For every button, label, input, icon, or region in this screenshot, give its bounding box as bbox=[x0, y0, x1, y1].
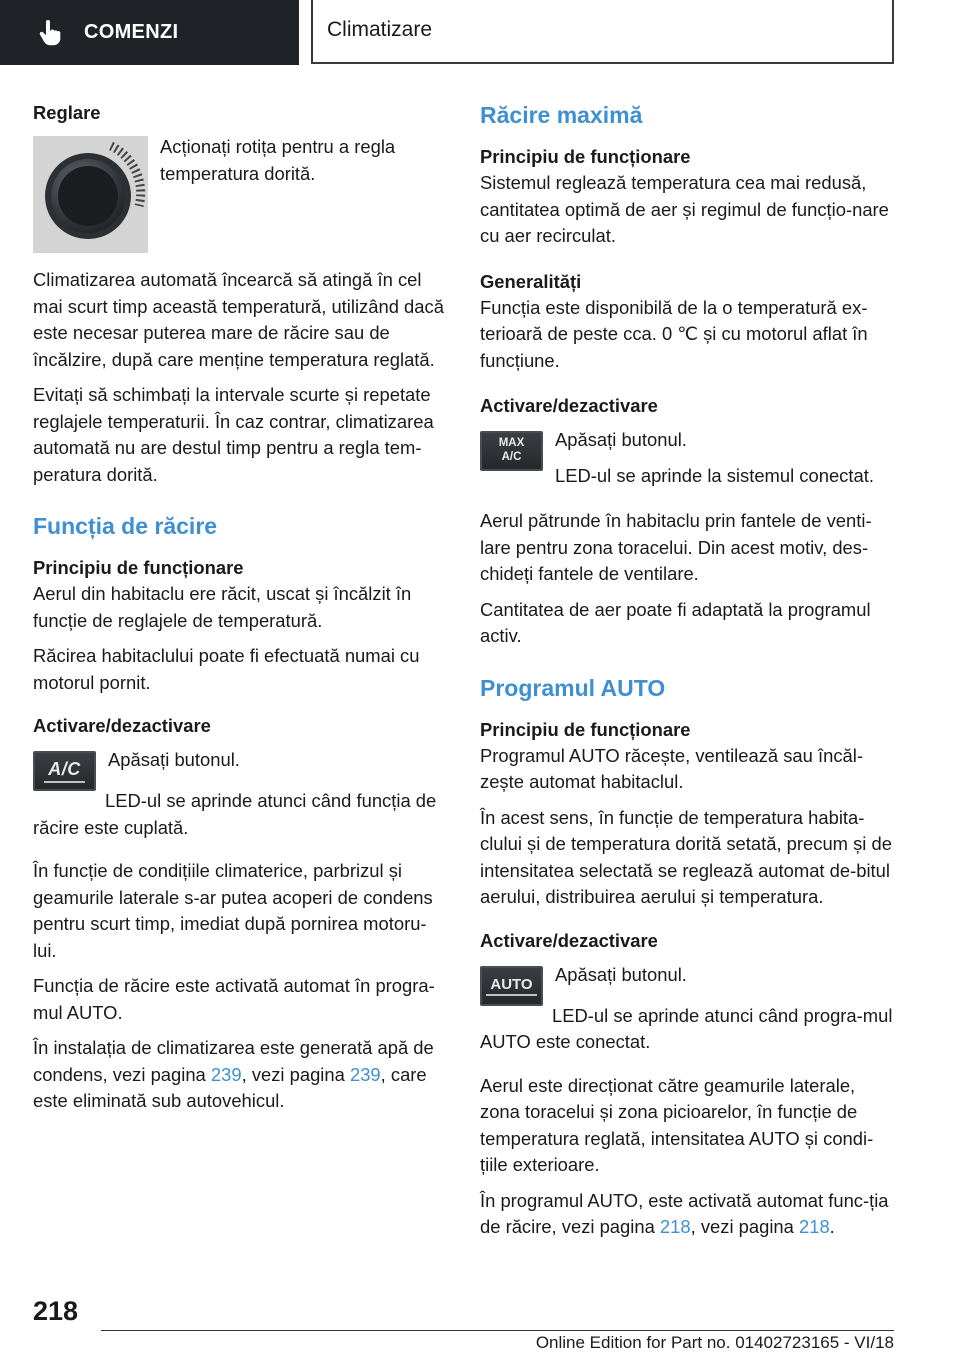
max-section-title: Răcire maximă bbox=[480, 102, 643, 128]
page-link-218-a[interactable]: 218 bbox=[659, 1216, 691, 1237]
auto-paragraph-3: Aerul este direcționat către geamurile laterale, zona toracelui și zona picioarelor, în funcție de temperatura reglată, intensitatea AUTO și condi‐țiile exterioare. bbox=[480, 1074, 874, 1175]
max-activare-heading: Activare/dezactivare bbox=[480, 395, 658, 416]
section-title: Climatizare bbox=[327, 18, 433, 41]
max-paragraph-4: Cantitatea de aer poate fi adaptată la programul activ. bbox=[480, 598, 871, 646]
racire-paragraph-2: Răcirea habitaclului poate fi efectuată numai cu motorul pornit. bbox=[33, 645, 420, 693]
max-button-line1: MAX bbox=[498, 437, 525, 449]
max-ac-button[interactable] bbox=[480, 431, 543, 471]
racire-p5-text-a: În instalația de climatizarea este generată apă de condens, vezi pagina bbox=[33, 1037, 434, 1085]
auto-button[interactable] bbox=[480, 966, 543, 1006]
temperature-knob-icon bbox=[33, 136, 148, 253]
reglare-paragraph-2: Evitați să schimbați la intervale scurte și repetate reglajele temperaturii. În caz contrar, climatizarea automată nu are destul timp pentru a regla tem‐peratura dorită. bbox=[33, 384, 434, 485]
racire-paragraph-3: În funcție de condițiile climaterice, parbrizul și geamurile laterale s-ar putea acoperi de condens pentru scurt timp, imediat după pornirea motoru‐lui. bbox=[33, 860, 433, 961]
max-button-row bbox=[480, 431, 895, 498]
racire-principiu-heading: Principiu de funcționare bbox=[33, 557, 244, 578]
section-header bbox=[311, 0, 894, 64]
page-number: 218 bbox=[33, 1296, 79, 1326]
ac-press-text: Apăsați butonul. bbox=[108, 749, 240, 770]
footer-divider bbox=[101, 1330, 894, 1331]
chapter-tab-label: COMENZI bbox=[84, 21, 179, 43]
max-paragraph-1: Sistemul reglează temperatura cea mai redusă, cantitatea optimă de aer și regimul de funcțio‐nare cu aer recirculat. bbox=[480, 172, 889, 246]
auto-paragraph-4 bbox=[480, 1188, 895, 1241]
max-general-heading: Generalități bbox=[480, 270, 582, 292]
auto-activare-heading: Activare/dezactivare bbox=[480, 929, 658, 951]
page-link-239-a[interactable]: 239 bbox=[210, 1063, 242, 1085]
auto-p4-text-a: În programul AUTO, este activată automat func‐ția de răcire, vezi pagina bbox=[480, 1189, 889, 1237]
max-press-text: Apăsați butonul. bbox=[555, 429, 687, 450]
auto-p4-text-b: , vezi pagina bbox=[690, 1216, 799, 1237]
racire-p5-text-c: , care este eliminată sub autovehicul. bbox=[33, 1063, 427, 1111]
auto-section-title: Programul AUTO bbox=[480, 674, 666, 701]
max-paragraph-2: Funcția este disponibilă de la o temperatură ex‐terioară de peste cca. 0 ℃ și cu motorul aflat în funcțiune. bbox=[480, 296, 868, 371]
page-link-239-b[interactable]: 239 bbox=[349, 1063, 381, 1085]
edition-footer: Online Edition for Part no. 01402723165 - VI/18 bbox=[535, 1333, 894, 1352]
auto-button-label: AUTO bbox=[486, 976, 536, 996]
ac-led-text: LED-ul se aprinde atunci când funcția de răcire este cuplată. bbox=[33, 790, 437, 838]
auto-press-text: Apăsați butonul. bbox=[555, 963, 687, 985]
racire-paragraph-5 bbox=[33, 1035, 447, 1115]
ac-button-row bbox=[33, 751, 447, 791]
reglare-paragraph-1: Climatizarea automată încearcă să atingă în cel mai scurt timp această temperatură, utilizând dacă este necesar puterea mare de răcire sau de încălzire, după care menține temperatura reglată. bbox=[33, 269, 444, 370]
auto-led-text: LED-ul se aprinde atunci când progra‐mul AUTO este conectat. bbox=[480, 1004, 893, 1052]
racire-p5-text-b: , vezi pagina bbox=[241, 1063, 350, 1085]
temperature-knob-image bbox=[33, 136, 148, 253]
left-column bbox=[33, 100, 447, 1124]
knob-row bbox=[33, 136, 447, 253]
auto-paragraph-2: În acest sens, în funcție de temperatura habita‐clului și de temperatura dorită setată, precum și de intensitatea selectată se reglează automat de‐bitul aerului, distribuirea aerului și temperatura. bbox=[480, 806, 892, 907]
auto-principiu-heading: Principiu de funcționare bbox=[480, 718, 691, 740]
racire-section-title: Funcția de răcire bbox=[33, 513, 218, 539]
auto-button-row bbox=[480, 963, 895, 1006]
max-paragraph-3: Aerul pătrunde în habitaclu prin fantele de venti‐lare pentru zona toracelui. Din acest motiv, des‐chideți fantele de ventilare. bbox=[480, 510, 872, 584]
max-principiu-heading: Principiu de funcționare bbox=[480, 146, 691, 167]
chapter-tab[interactable] bbox=[0, 0, 299, 65]
racire-paragraph-4: Funcția de răcire este activată automat în progra‐mul AUTO. bbox=[33, 975, 435, 1023]
ac-button[interactable] bbox=[33, 751, 96, 791]
max-button-line2: A/C bbox=[501, 451, 522, 463]
page-link-218-b[interactable]: 218 bbox=[798, 1216, 830, 1237]
hand-pointer-icon bbox=[36, 19, 64, 47]
racire-activare-heading: Activare/dezactivare bbox=[33, 715, 211, 736]
auto-p4-text-c: . bbox=[829, 1216, 835, 1237]
ac-button-label: A/C bbox=[44, 759, 85, 783]
knob-instruction: Acționați rotița pentru a regla temperatura dorită. bbox=[160, 136, 396, 184]
max-led-text: LED-ul se aprinde la sistemul conectat. bbox=[555, 464, 874, 486]
right-column bbox=[480, 100, 895, 1250]
reglare-heading: Reglare bbox=[33, 102, 101, 123]
auto-paragraph-1: Programul AUTO răcește, ventilează sau încăl‐zește automat habitaclul. bbox=[480, 744, 863, 792]
racire-paragraph-1: Aerul din habitaclu ere răcit, uscat și încălzit în funcție de reglajele de temperatură. bbox=[33, 583, 412, 631]
